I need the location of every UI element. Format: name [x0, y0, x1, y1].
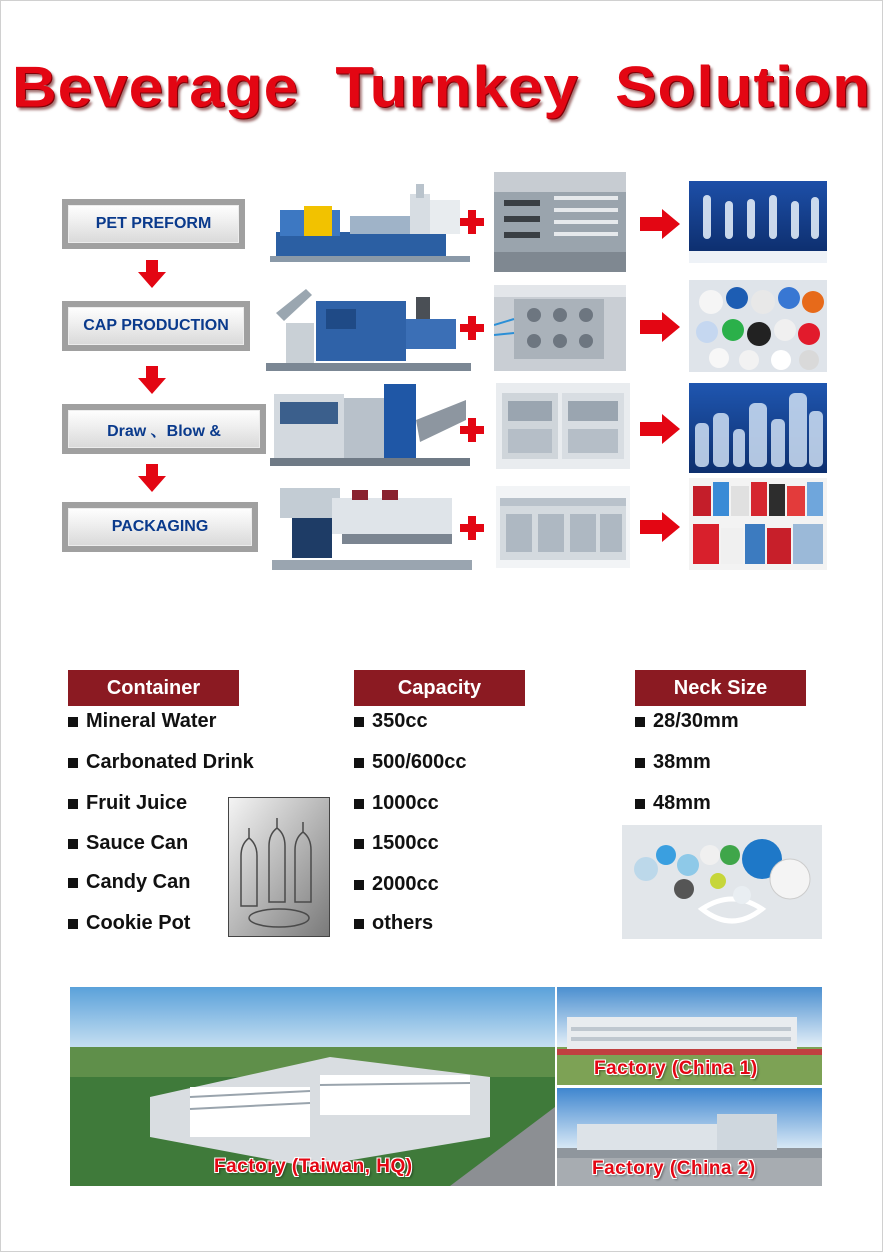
neck-size-item [635, 792, 711, 815]
capacity-item-label: 1000cc [372, 792, 439, 814]
capacity-item-label: 350cc [372, 710, 428, 732]
container-item-label: Cookie Pot [86, 912, 191, 934]
container-item [68, 751, 254, 774]
step-label-draw-blow: Draw 、Blow & [62, 404, 266, 454]
bullet-icon [68, 919, 78, 929]
pet-bottles-image [689, 383, 827, 473]
filling-line-image [496, 383, 630, 469]
packaged-beverages-image [689, 478, 827, 570]
bullet-icon [635, 717, 645, 727]
capacity-item [354, 832, 439, 855]
labeling-machine-image [272, 478, 472, 570]
arrow-right-icon [640, 414, 680, 444]
preforms-image [689, 181, 827, 263]
bullet-icon [354, 799, 364, 809]
plus-icon [460, 316, 484, 340]
container-item [68, 912, 190, 935]
container-item [68, 792, 187, 815]
neck-size-header: Neck Size [635, 670, 806, 706]
bullet-icon [354, 880, 364, 890]
bullet-icon [354, 839, 364, 849]
arrow-down-icon [138, 366, 166, 394]
caps-photo [622, 825, 822, 939]
neck-size-item [635, 710, 739, 733]
packaging-machine-image [496, 486, 630, 568]
capacity-item-label: 1500cc [372, 832, 439, 854]
bullet-icon [68, 878, 78, 888]
bullet-icon [354, 717, 364, 727]
factory-china2-label: Factory (China 2) [592, 1158, 756, 1179]
plus-icon [460, 210, 484, 234]
arrow-down-icon [138, 464, 166, 492]
capacity-item [354, 912, 433, 935]
capacity-item-label: 2000cc [372, 873, 439, 895]
bullet-icon [68, 717, 78, 727]
container-header: Container [68, 670, 239, 706]
container-item-label: Mineral Water [86, 710, 217, 732]
neck-size-item-label: 48mm [653, 792, 711, 814]
cap-mold-image [494, 285, 626, 371]
preform-mold-image [494, 172, 626, 272]
bottles-photo [228, 797, 330, 937]
capacity-item [354, 873, 439, 896]
bullet-icon [68, 758, 78, 768]
container-item-label: Sauce Can [86, 832, 189, 854]
bullet-icon [354, 919, 364, 929]
capacity-item [354, 792, 439, 815]
bottle-caps-image [689, 280, 827, 372]
arrow-right-icon [640, 512, 680, 542]
plus-icon [460, 418, 484, 442]
container-item-label: Carbonated Drink [86, 751, 254, 773]
factory-taiwan-label: Factory (Taiwan, HQ) [214, 1156, 413, 1177]
container-item [68, 710, 216, 733]
capacity-item-label: 500/600cc [372, 751, 467, 773]
container-item-label: Fruit Juice [86, 792, 188, 814]
container-item [68, 832, 188, 855]
bullet-icon [635, 758, 645, 768]
step-label-pet-preform: PET PREFORM [62, 199, 245, 249]
capacity-header: Capacity [354, 670, 525, 706]
capacity-item [354, 751, 467, 774]
neck-size-item-label: 28/30mm [653, 710, 739, 732]
blow-machine-image [270, 380, 470, 466]
step-label-packaging: PACKAGING [62, 502, 258, 552]
page-title: Beverage Turnkey Solution [11, 55, 872, 120]
bullet-icon [68, 839, 78, 849]
plus-icon [460, 516, 484, 540]
arrow-right-icon [640, 209, 680, 239]
neck-size-item [635, 751, 711, 774]
bullet-icon [635, 799, 645, 809]
container-item-label: Candy Can [86, 871, 191, 893]
injection-machine-image [270, 180, 470, 262]
arrow-down-icon [138, 260, 166, 288]
arrow-right-icon [640, 312, 680, 342]
container-item [68, 871, 190, 894]
neck-size-item-label: 38mm [653, 751, 711, 773]
step-label-cap-production: CAP PRODUCTION [62, 301, 250, 351]
bullet-icon [354, 758, 364, 768]
cap-machine-image [266, 283, 471, 371]
capacity-item [354, 710, 428, 733]
factory-china1-label: Factory (China 1) [594, 1058, 758, 1079]
capacity-item-label: others [372, 912, 434, 934]
bullet-icon [68, 799, 78, 809]
